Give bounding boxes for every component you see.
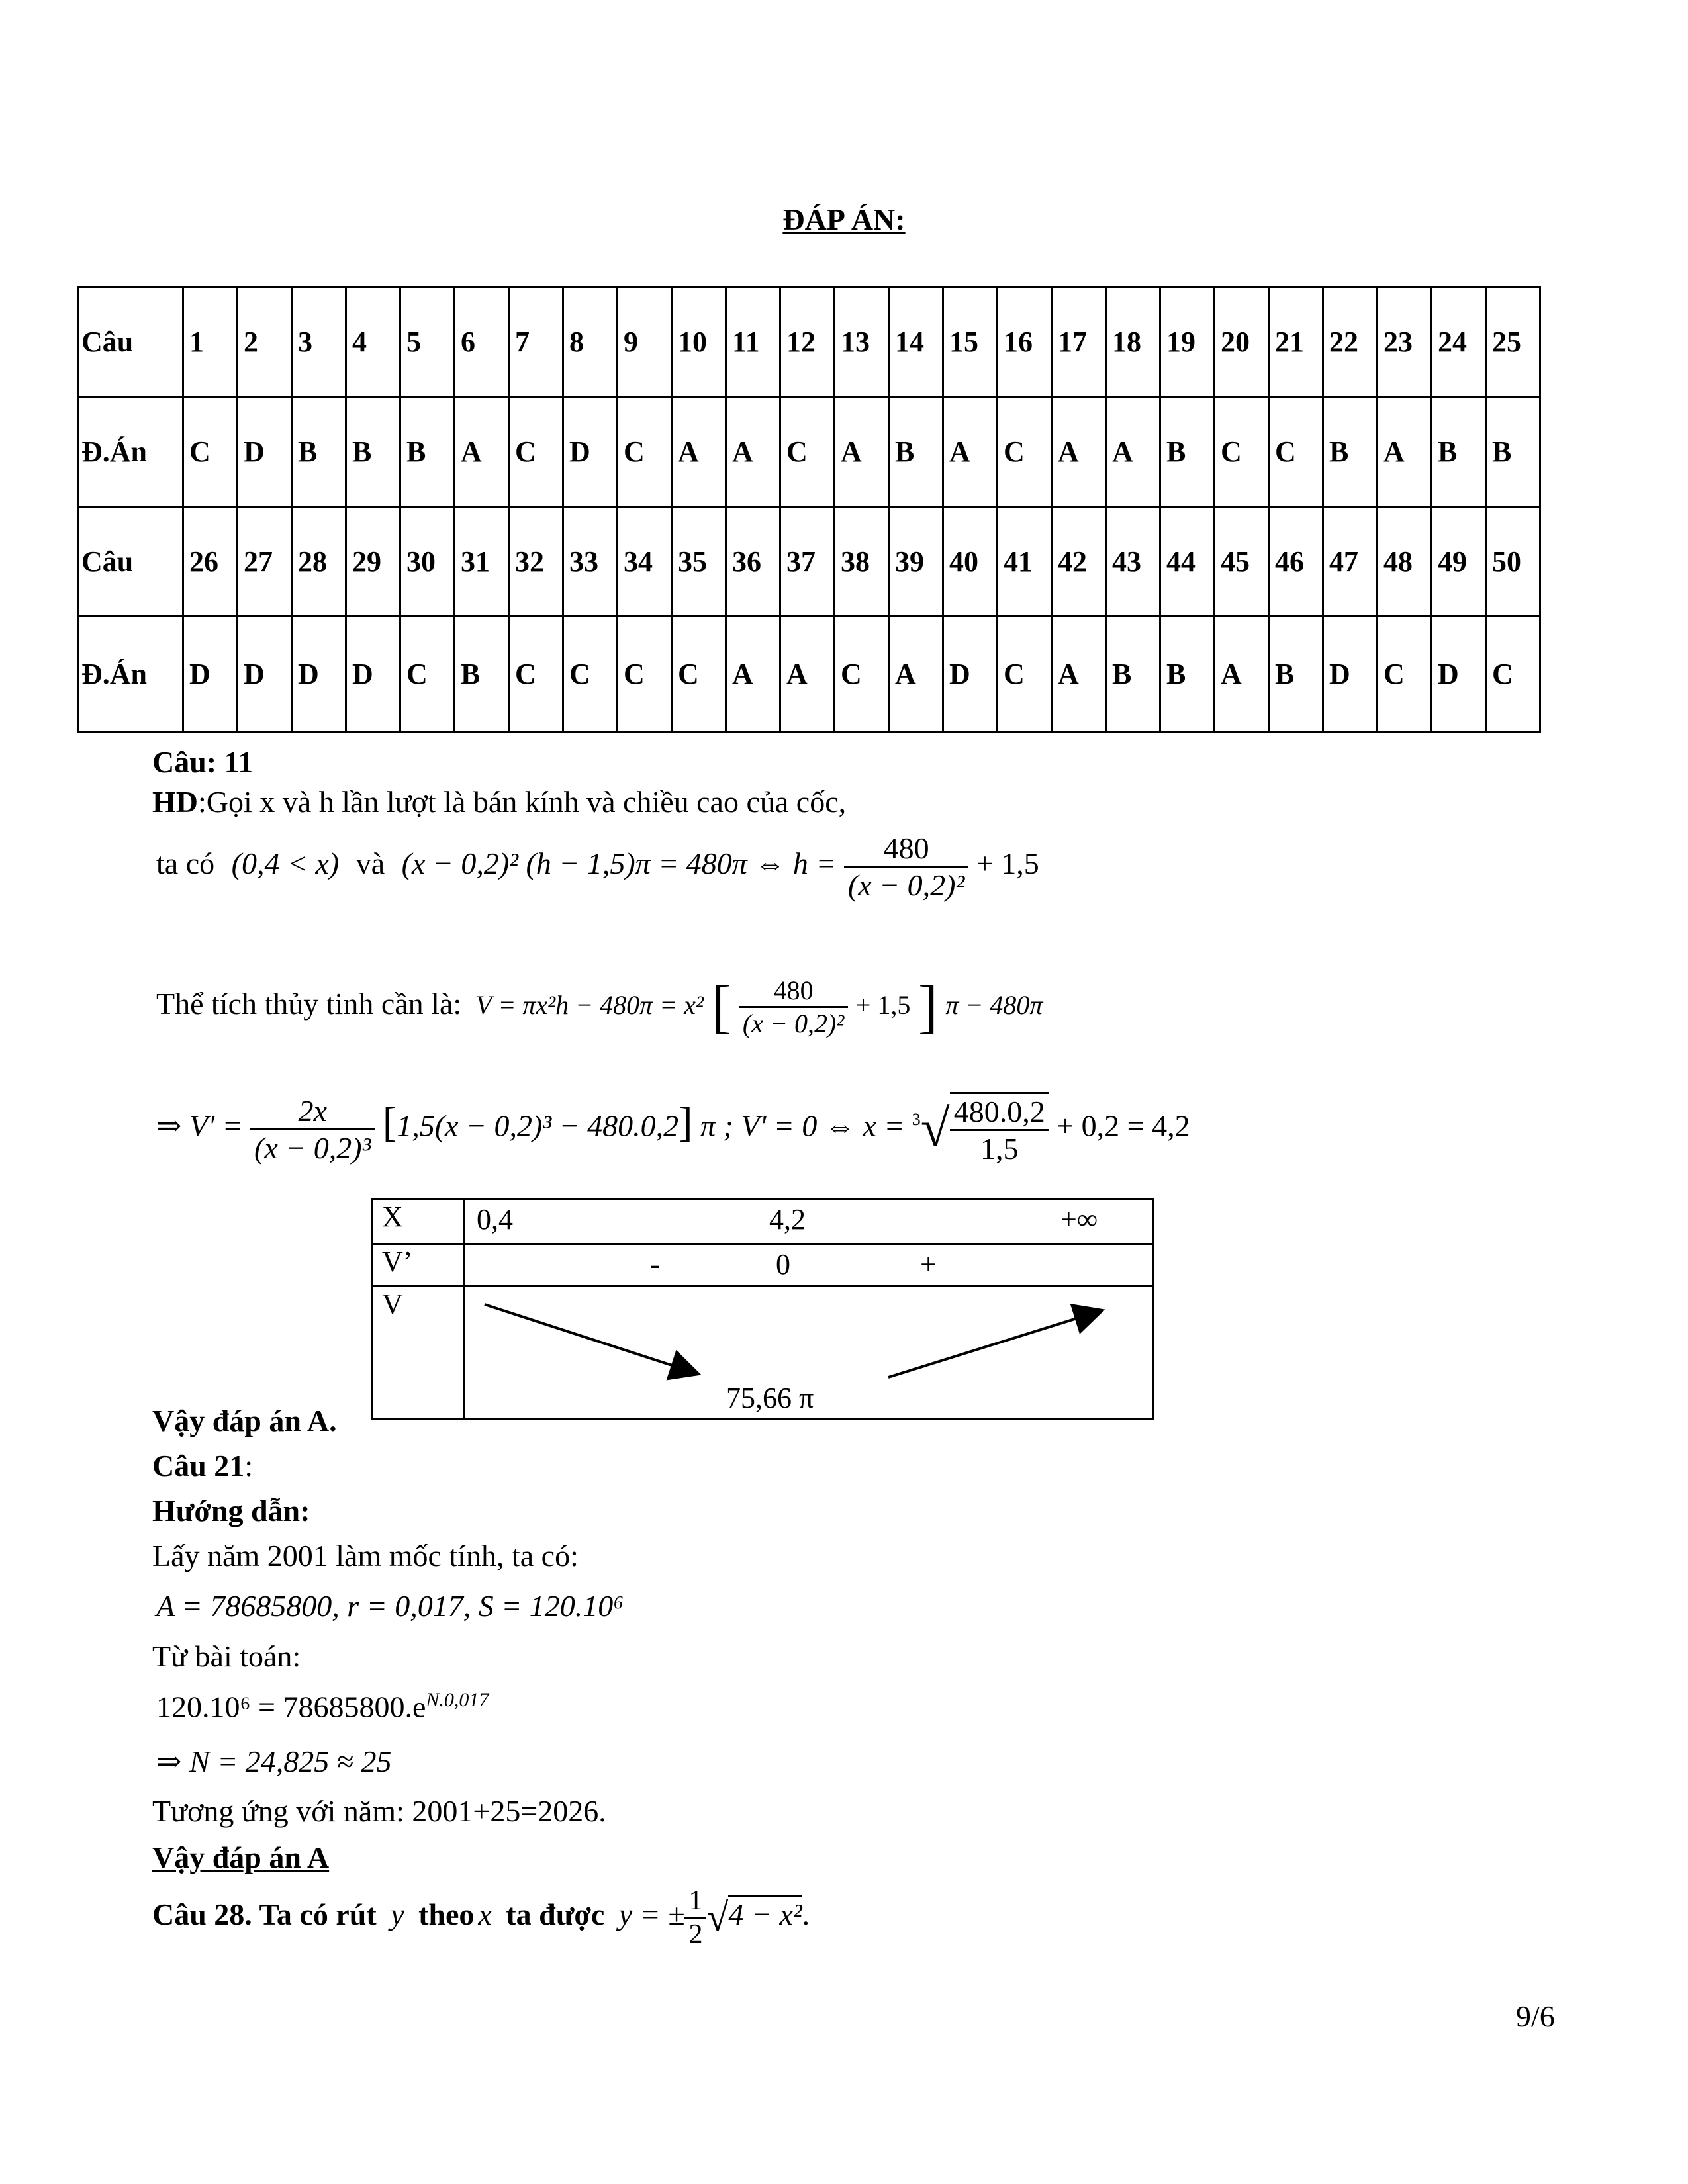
deriv-num: 2x <box>298 1093 327 1128</box>
root-fraction <box>950 1092 1049 1166</box>
question-number-cell: 24 <box>1432 287 1486 397</box>
q28-duoc: ta được <box>506 1897 605 1932</box>
answer-cell: D <box>563 397 618 507</box>
question-number-cell: 47 <box>1323 507 1378 617</box>
q28-den: 2 <box>684 1917 706 1950</box>
var-v-min: 75,66 π <box>726 1382 814 1414</box>
question-number-cell: 16 <box>998 287 1052 397</box>
var-dv-row <box>464 1244 1153 1287</box>
question-number-cell: 48 <box>1378 507 1432 617</box>
line1-and: và <box>355 846 385 881</box>
answer-cell: C <box>1215 397 1269 507</box>
answer-cell: C <box>672 617 726 732</box>
question-number-cell: 22 <box>1323 287 1378 397</box>
question-number-cell: 38 <box>835 507 889 617</box>
answer-cell: B <box>1160 397 1215 507</box>
question-row <box>78 287 1540 397</box>
answer-cell: C <box>618 397 672 507</box>
answer-cell: B <box>1486 397 1540 507</box>
answer-cell: C <box>1378 617 1432 732</box>
question-number-cell: 41 <box>998 507 1052 617</box>
question-number-cell: 50 <box>1486 507 1540 617</box>
answer-row-label: Đ.Án <box>78 397 183 507</box>
question-number-cell: 42 <box>1052 507 1106 617</box>
var-dv-plus: + <box>920 1248 937 1281</box>
q21-heading <box>152 1448 253 1483</box>
hd-text: :Gọi x và h lần lượt là bán kính và chiều cao của cốc, <box>198 785 847 819</box>
line1-tail: + 1,5 <box>976 846 1039 881</box>
question-row-label: Câu <box>78 507 183 617</box>
question-number-cell: 49 <box>1432 507 1486 617</box>
question-number-cell: 25 <box>1486 287 1540 397</box>
q11-derivative: ⇒ V' = $\frac{2x}{\text{(x − 0,2)³}}$ [1,5(x − 0,2)³ − 480.0,2] π ; V' = 0 ⇔ x = $^3$√ $\frac{480.0,2}{1,5}$ + 0,2 = 4,2 <box>156 1092 1190 1166</box>
q21-guide: Hướng dẫn: <box>152 1494 310 1527</box>
question-number-cell: 14 <box>889 287 943 397</box>
question-number-cell: 15 <box>943 287 998 397</box>
var-dv-zero: 0 <box>776 1248 790 1281</box>
q11-hd <box>152 784 846 819</box>
question-number-cell: 4 <box>346 287 400 397</box>
volume-tail2: π − 480π <box>945 990 1043 1021</box>
root-den: 1,5 <box>950 1129 1049 1166</box>
answer-cell: A <box>726 617 780 732</box>
question-number-cell: 21 <box>1269 287 1323 397</box>
q11-heading: Câu: 11 <box>152 745 254 779</box>
deriv-prefix: ⇒ V' = <box>156 1109 243 1143</box>
question-number-cell: 43 <box>1106 507 1160 617</box>
answer-cell: C <box>509 397 563 507</box>
line1-cond: (0,4 < x) <box>231 846 340 881</box>
question-number-cell: 1 <box>183 287 238 397</box>
var-x-start: 0,4 <box>477 1203 513 1236</box>
q28-root: 4 − x² <box>728 1895 802 1931</box>
answer-cell: D <box>238 617 292 732</box>
question-number-cell: 27 <box>238 507 292 617</box>
q11-volume: Thể tích thủy tinh cần là: V = πx²h − 480π = x² [ $\frac{480}{\text{(x − 0,2)²}}$ + 1,5 ] π − 480π <box>156 974 1043 1040</box>
answer-cell: B <box>1269 617 1323 732</box>
volume-eq: V = πx²h − 480π = x² <box>475 990 704 1021</box>
line1-prefix: ta có <box>156 846 215 881</box>
answer-row <box>78 617 1540 732</box>
answer-cell: C <box>998 397 1052 507</box>
q21-line3: Từ bài toán: <box>152 1639 301 1673</box>
question-number-cell: 17 <box>1052 287 1106 397</box>
question-number-cell: 5 <box>400 287 455 397</box>
q21-exp: N.0,017 <box>426 1689 489 1711</box>
question-number-cell: 35 <box>672 507 726 617</box>
answer-cell: C <box>1269 397 1323 507</box>
question-number-cell: 39 <box>889 507 943 617</box>
answer-row-label: Đ.Án <box>78 617 183 732</box>
deriv-fraction <box>250 1093 375 1165</box>
answer-cell: B <box>1106 617 1160 732</box>
answer-cell: B <box>292 397 346 507</box>
question-number-cell: 7 <box>509 287 563 397</box>
question-number-cell: 9 <box>618 287 672 397</box>
question-number-cell: 13 <box>835 287 889 397</box>
q28-fraction <box>684 1885 706 1950</box>
arrow-up <box>888 1311 1100 1377</box>
line1-eq: (x − 0,2)² (h − 1,5)π = 480π ⇔ h = <box>401 846 837 881</box>
q28-line: Câu 28. Ta có rút y theo x ta được y = ± $\frac{1}{2}$ √4 − x². <box>152 1886 810 1950</box>
answer-cell: A <box>1052 397 1106 507</box>
question-number-cell: 33 <box>563 507 618 617</box>
q21-colon: : <box>244 1449 254 1482</box>
page-title: ĐÁP ÁN: <box>782 203 906 236</box>
question-number-cell: 29 <box>346 507 400 617</box>
answer-cell: A <box>1215 617 1269 732</box>
question-number-cell: 44 <box>1160 507 1215 617</box>
var-x-mid: 4,2 <box>769 1203 806 1236</box>
deriv-tail: π ; V' = 0 ⇔ x = <box>700 1109 905 1143</box>
root-tail: + 0,2 = 4,2 <box>1056 1109 1190 1143</box>
answer-cell: A <box>780 617 835 732</box>
volume-num: 480 <box>773 976 814 1005</box>
answer-cell: C <box>780 397 835 507</box>
answer-cell: A <box>1106 397 1160 507</box>
answer-cell: B <box>1432 397 1486 507</box>
var-x-label: X <box>372 1199 464 1244</box>
q21-line1: Lấy năm 2001 làm mốc tính, ta có: <box>152 1539 579 1572</box>
q11-conclusion: Vậy đáp án A. <box>152 1404 337 1437</box>
var-dv-label: V’ <box>372 1244 464 1287</box>
volume-den: (x − 0,2)² <box>739 1006 848 1039</box>
answer-cell: C <box>509 617 563 732</box>
answer-cell: B <box>455 617 509 732</box>
var-v-row <box>464 1287 1153 1419</box>
answer-cell: D <box>1323 617 1378 732</box>
q28-num: 1 <box>688 1886 703 1916</box>
var-dv-minus: - <box>650 1248 660 1281</box>
question-number-cell: 32 <box>509 507 563 617</box>
var-x-end: +∞ <box>1060 1203 1098 1236</box>
q21-line5: ⇒ N = 24,825 ≈ 25 <box>156 1745 392 1778</box>
answer-cell: B <box>400 397 455 507</box>
answer-cell: D <box>1432 617 1486 732</box>
q21-line4 <box>156 1689 489 1724</box>
answer-cell: C <box>183 397 238 507</box>
volume-fraction <box>739 975 848 1039</box>
q28-end: . <box>802 1897 810 1932</box>
q21-line6: Tương ứng với năm: 2001+25=2026. <box>152 1794 606 1828</box>
deriv-den: (x − 0,2)³ <box>250 1128 375 1165</box>
answer-cell: D <box>346 617 400 732</box>
question-number-cell: 10 <box>672 287 726 397</box>
question-number-cell: 23 <box>1378 287 1432 397</box>
question-number-cell: 18 <box>1106 287 1160 397</box>
answer-table <box>77 286 1541 733</box>
question-row <box>78 507 1540 617</box>
q28-eq-prefix: y = ± <box>618 1897 685 1932</box>
root-index: 3 <box>912 1110 921 1130</box>
volume-tail1: + 1,5 <box>855 990 911 1021</box>
answer-cell: B <box>1160 617 1215 732</box>
answer-cell: C <box>998 617 1052 732</box>
question-number-cell: 3 <box>292 287 346 397</box>
answer-cell: B <box>346 397 400 507</box>
volume-label: Thể tích thủy tinh cần là: <box>156 987 462 1021</box>
question-number-cell: 6 <box>455 287 509 397</box>
question-number-cell: 26 <box>183 507 238 617</box>
question-number-cell: 31 <box>455 507 509 617</box>
q21-title: Câu 21 <box>152 1449 245 1482</box>
answer-cell: D <box>183 617 238 732</box>
answer-row <box>78 397 1540 507</box>
var-x-row <box>464 1199 1153 1244</box>
question-number-cell: 19 <box>1160 287 1215 397</box>
var-v-label: V <box>372 1287 464 1419</box>
q28-x: x <box>478 1897 492 1932</box>
hd-label: HD <box>152 785 198 819</box>
question-number-cell: 30 <box>400 507 455 617</box>
answer-cell: C <box>835 617 889 732</box>
q11-line1 <box>156 831 1039 903</box>
question-number-cell: 8 <box>563 287 618 397</box>
q21-eq: 120.10⁶ = 78685800.e <box>156 1690 426 1724</box>
root-num: 480.0,2 <box>953 1095 1045 1128</box>
line1-den: (x − 0,2)² <box>844 866 968 903</box>
q28-y: y <box>391 1897 404 1932</box>
question-number-cell: 20 <box>1215 287 1269 397</box>
line1-fraction <box>844 831 968 903</box>
question-number-cell: 34 <box>618 507 672 617</box>
line1-num: 480 <box>883 831 929 865</box>
arrow-down <box>485 1304 696 1373</box>
deriv-bracket: 1,5(x − 0,2)³ − 480.0,2 <box>397 1109 679 1143</box>
question-number-cell: 28 <box>292 507 346 617</box>
answer-cell: A <box>726 397 780 507</box>
answer-cell: C <box>1486 617 1540 732</box>
answer-cell: A <box>1052 617 1106 732</box>
answer-cell: A <box>455 397 509 507</box>
question-number-cell: 12 <box>780 287 835 397</box>
question-number-cell: 37 <box>780 507 835 617</box>
answer-cell: D <box>238 397 292 507</box>
answer-cell: B <box>889 397 943 507</box>
answer-cell: D <box>292 617 346 732</box>
question-row-label: Câu <box>78 287 183 397</box>
answer-cell: A <box>835 397 889 507</box>
q28-theo: theo <box>418 1897 475 1932</box>
question-number-cell: 45 <box>1215 507 1269 617</box>
question-number-cell: 36 <box>726 507 780 617</box>
q21-conclusion: Vậy đáp án A <box>152 1841 330 1874</box>
variation-table <box>371 1198 1154 1420</box>
answer-cell: B <box>1323 397 1378 507</box>
answer-cell: A <box>672 397 726 507</box>
question-number-cell: 11 <box>726 287 780 397</box>
question-number-cell: 46 <box>1269 507 1323 617</box>
answer-cell: A <box>943 397 998 507</box>
answer-cell: A <box>889 617 943 732</box>
q28-text: Câu 28. Ta có rút <box>152 1897 377 1932</box>
answer-cell: C <box>563 617 618 732</box>
answer-cell: C <box>400 617 455 732</box>
q21-line2: A = 78685800, r = 0,017, S = 120.10⁶ <box>156 1589 624 1623</box>
question-number-cell: 40 <box>943 507 998 617</box>
answer-cell: D <box>943 617 998 732</box>
answer-cell: C <box>618 617 672 732</box>
question-number-cell: 2 <box>238 287 292 397</box>
page-number: 9/6 <box>1516 1999 1555 2033</box>
answer-cell: A <box>1378 397 1432 507</box>
